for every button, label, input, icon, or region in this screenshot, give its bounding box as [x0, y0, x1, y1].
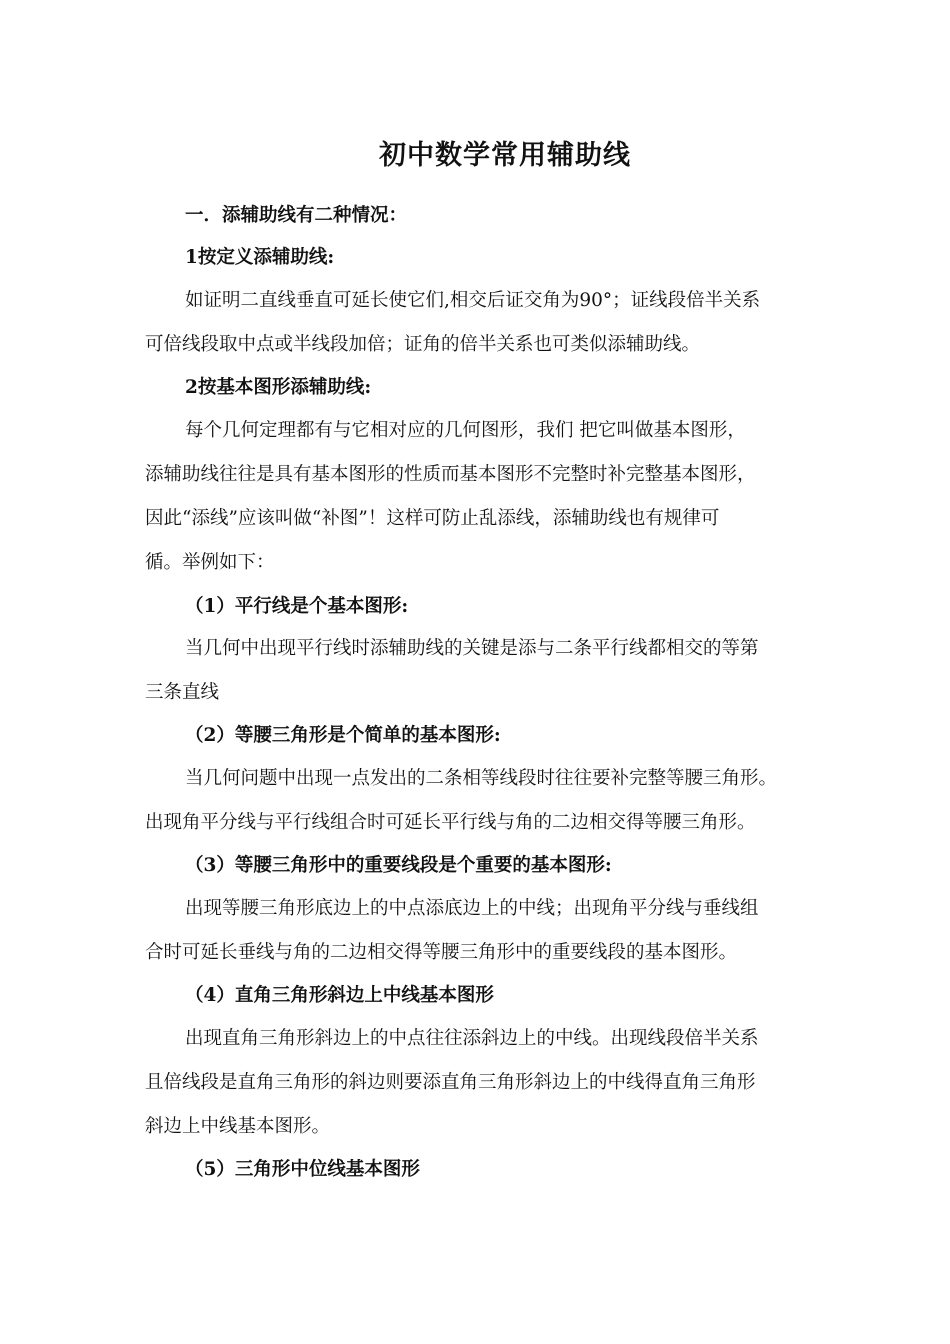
item3-heading: （3）等腰三角形中的重要线段是个重要的基本图形: [185, 855, 612, 876]
paragraph-line: 当几何问题中出现一点发出的二条相等线段时往往要补完整等腰三角形。 [185, 768, 778, 789]
paragraph-line: 添辅助线往往是具有基本图形的性质而基本图形不完整时补完整基本图形， [145, 464, 756, 485]
paragraph-line: 三条直线 [145, 682, 220, 703]
item2-heading: （2）等腰三角形是个简单的基本图形: [185, 725, 501, 746]
section1-heading: 一．添辅助线有二种情况： [185, 205, 408, 226]
paragraph-line: 斜边上中线基本图形。 [145, 1116, 331, 1137]
paragraph-line: 出现等腰三角形底边上的中点添底边上的中线；出现角平分线与垂线组 [185, 898, 759, 919]
item1-heading: （1）平行线是个基本图形: [185, 596, 409, 617]
paragraph-line: 每个几何定理都有与它相对应的几何图形，我们 把它叫做基本图形， [185, 420, 746, 441]
paragraph-line: 可倍线段取中点或半线段加倍；证角的倍半关系也可类似添辅助线。 [145, 334, 701, 355]
paragraph-line: 循。举例如下： [145, 552, 275, 573]
paragraph-line: 如证明二直线垂直可延长使它们,相交后证交角为90°；证线段倍半关系 [185, 290, 761, 311]
page-title: 初中数学常用辅助线 [379, 140, 631, 171]
sub1-heading: 1按定义添辅助线: [185, 247, 335, 268]
paragraph-line: 当几何中出现平行线时添辅助线的关键是添与二条平行线都相交的等第 [185, 638, 759, 659]
item5-heading: （5）三角形中位线基本图形 [185, 1159, 420, 1180]
paragraph-line: 且倍线段是直角三角形的斜边则要添直角三角形斜边上的中线得直角三角形 [145, 1072, 756, 1093]
paragraph-line: 出现直角三角形斜边上的中点往往添斜边上的中线。出现线段倍半关系 [185, 1028, 759, 1049]
paragraph-line: 出现角平分线与平行线组合时可延长平行线与角的二边相交得等腰三角形。 [145, 812, 756, 833]
item4-heading: （4）直角三角形斜边上中线基本图形 [185, 985, 494, 1006]
paragraph-line: 因此“添线”应该叫做“补图”！这样可防止乱添线，添辅助线也有规律可 [145, 508, 720, 529]
paragraph-line: 合时可延长垂线与角的二边相交得等腰三角形中的重要线段的基本图形。 [145, 942, 738, 963]
sub2-heading: 2按基本图形添辅助线: [185, 377, 372, 398]
